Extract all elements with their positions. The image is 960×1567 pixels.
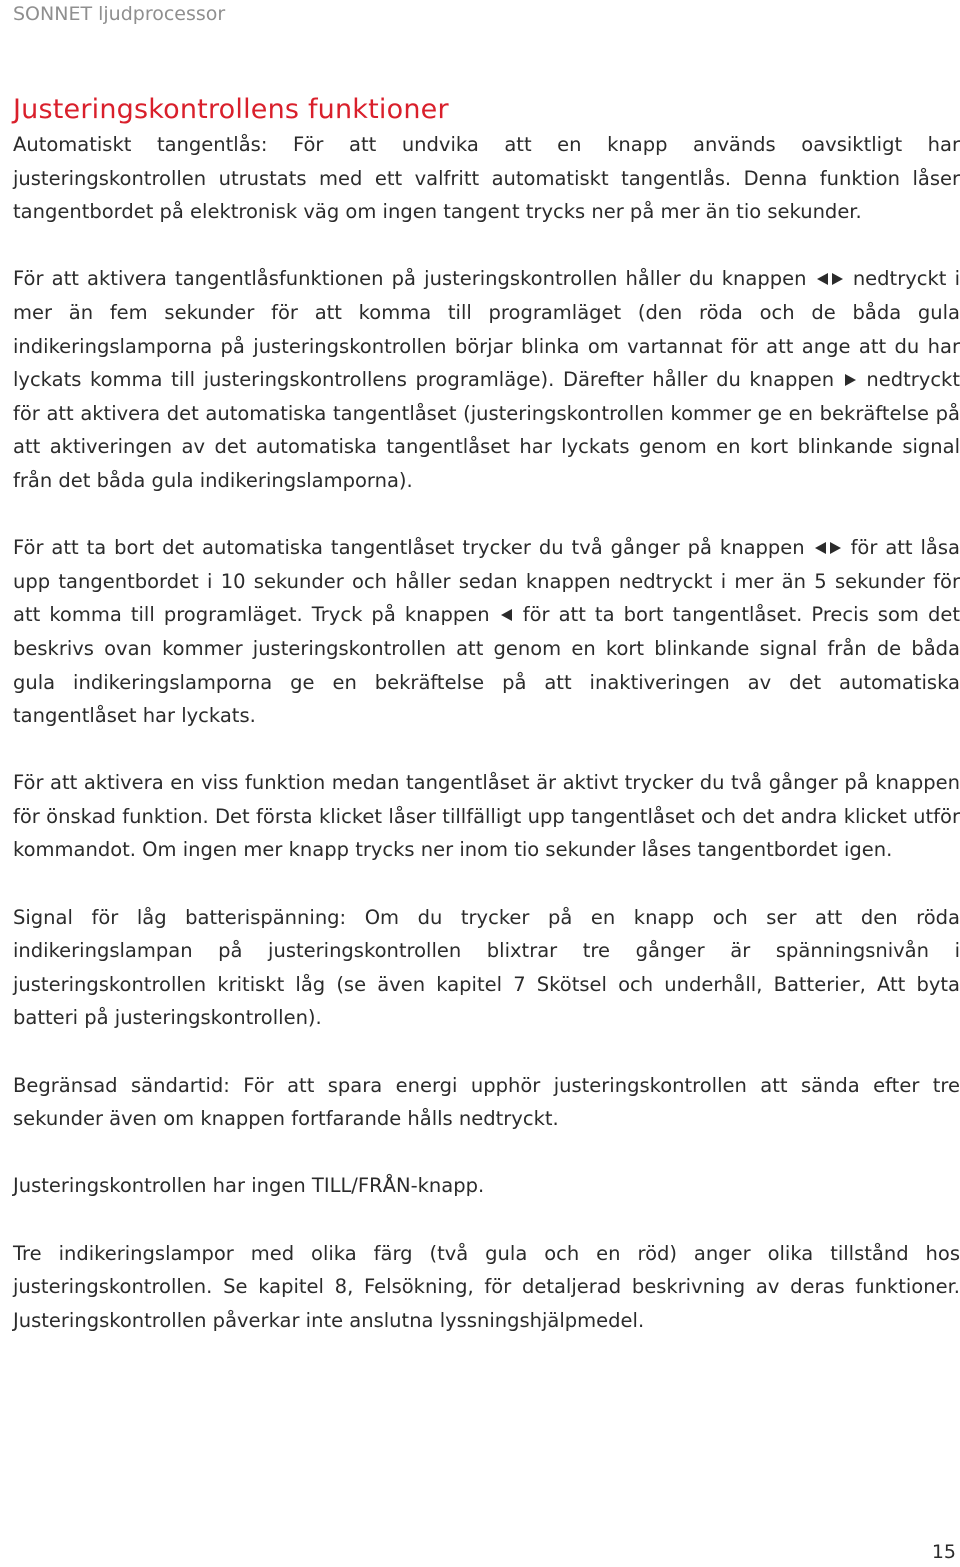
paragraph-limited-transmit-time: Begränsad sändartid: För att spara energi upphör justeringskontrollen att sända efter tre sekunder även om knappen fortfarande hålls nedtryckt. <box>13 1073 960 1131</box>
paragraph-activate-keylock <box>13 262 960 497</box>
paragraph-low-battery-signal: Signal för låg batterispänning: Om du trycker på en knapp och ser att den röda indikeringslampan på justeringskontrollen blixtrar tre gånger är spänningsnivån i justeringskontrollen kritiskt låg (se även kapitel 7 Skötsel och underhåll, Batterier, Att byta batteri på justeringskontrollen). <box>13 905 960 1030</box>
paragraph-indicator-lamps: Tre indikeringslampor med olika färg (två gula och en röd) anger olika tillstånd hos justeringskontrollen. Se kapitel 8, Felsökning, för detaljerad beskrivning av deras funktioner. Justeringskontrollen påverkar inte anslutna lyssningshjälpmedel. <box>13 1241 960 1332</box>
page-content <box>13 91 960 1337</box>
paragraph-text: För att ta bort det automatiska tangentlåset trycker du två gånger på knappen <box>13 536 805 560</box>
paragraph-text: nedtryckt i mer än fem sekunder för att komma till programläget (den röda och de båda gula indikeringslamporna på justeringskontrollen börjar blinka om vartannat för att ange att du har lyckats komma till justeringskontrollens programläge). Därefter håller du knappen <box>13 267 960 392</box>
paragraph-function-while-locked: För att aktivera en viss funktion medan tangentlåset är aktivt trycker du två gånger på knappen för önskad funktion. Det första klicket låser tillfälligt upp tangentlåset och det andra klicket utför kommandot. Om ingen mer knapp trycks ner inom tio sekunder låses tangentbordet igen. <box>13 771 960 862</box>
paragraph-text: För att aktivera tangentlåsfunktionen på justeringskontrollen håller du knappen <box>13 267 807 291</box>
paragraph-automatic-keylock: Automatiskt tangentlås: För att undvika att en knapp används oavsiktligt har justeringskontrollen utrustats med ett valfritt automatiskt tangentlås. Denna funktion låser tangentbordet på elektronisk väg om ingen tangent trycks ner på mer än tio sekunder. <box>13 133 960 224</box>
running-header: SONNET ljudprocessor <box>13 3 226 25</box>
right-triangle-icon <box>830 542 841 554</box>
paragraph-text: nedtryckt för att aktivera det automatiska tangentlåset (justeringskontrollen kommer ge en bekräftelse på att aktiveringen av det automatiska tangentlåset har lyckats genom en kort blinkande signal från det båda gula indikeringslamporna). <box>13 368 960 492</box>
right-triangle-icon <box>832 273 843 285</box>
left-triangle-icon <box>817 273 828 285</box>
section-title: Justeringskontrollens funktioner <box>13 94 449 125</box>
right-triangle-icon <box>845 374 856 386</box>
page-number: 15 <box>931 1541 956 1563</box>
paragraph-text: för att låsa upp tangentbordet i 10 sekunder och håller sedan knappen nedtryckt i mer än 5 sekunder för att komma till programläget. Tryck på knappen <box>13 536 960 627</box>
left-triangle-icon <box>815 542 826 554</box>
left-triangle-icon <box>501 609 512 621</box>
paragraph-text: för att ta bort tangentlåset. Precis som det beskrivs ovan kommer justeringskontrollen att genom en kort blinkande signal från de båda gula indikeringslamporna ge en bekräftelse på att inaktiveringen av det automatiska tangentlåset har lyckats. <box>13 603 960 728</box>
paragraph-no-power-button: Justeringskontrollen har ingen TILL/FRÅN-knapp. <box>13 1174 485 1198</box>
paragraph-remove-keylock <box>13 531 960 733</box>
